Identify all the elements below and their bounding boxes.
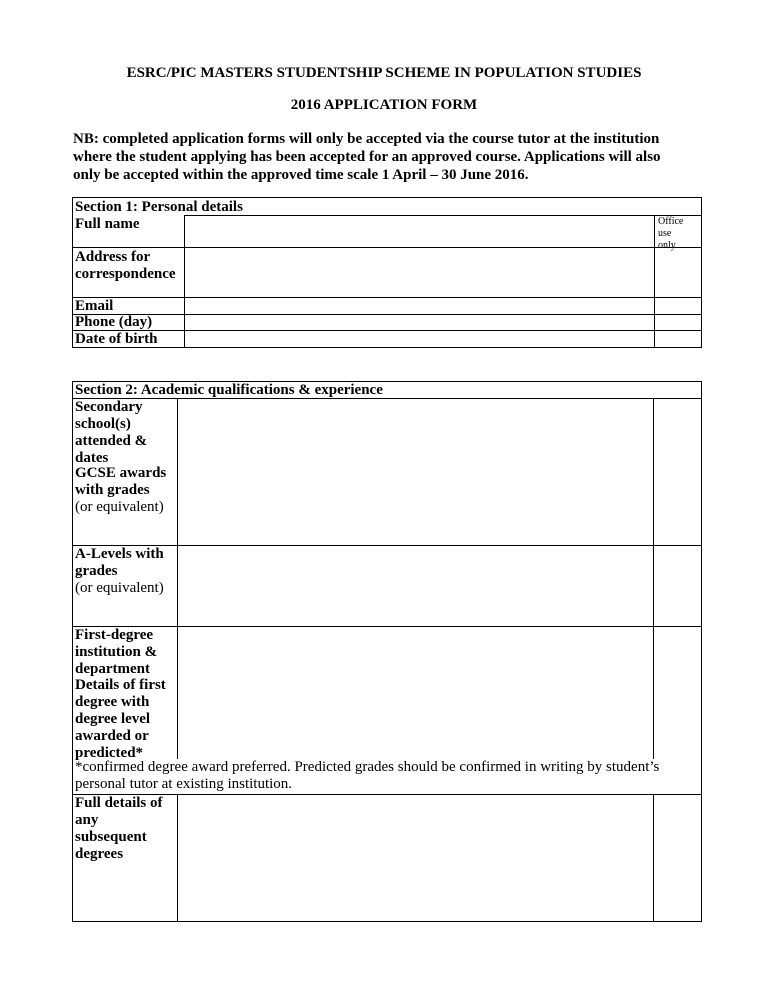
- alevels-label: A-Levels with grades (or equivalent): [75, 546, 164, 596]
- form-title: ESRC/PIC MASTERS STUDENTSHIP SCHEME IN POPULATION STUDIES: [126, 65, 642, 81]
- address-field[interactable]: [185, 248, 653, 296]
- section1-heading: Section 1: Personal details: [75, 199, 243, 215]
- degree-details-label: Details of first degree with degree level awarded or predicted*: [75, 677, 166, 761]
- first-degree-field[interactable]: [178, 627, 652, 677]
- phone-label: Phone (day): [75, 314, 153, 330]
- phone-field[interactable]: [185, 315, 653, 329]
- subsequent-degrees-label: Full details of any subsequent degrees: [75, 795, 163, 862]
- gcse-field[interactable]: [178, 465, 652, 544]
- col-divider: [653, 794, 654, 922]
- full-name-field[interactable]: [185, 216, 653, 246]
- secondary-school-label: Secondary school(s) attended & dates: [75, 399, 148, 466]
- gcse-label: GCSE awards with grades (or equivalent): [75, 465, 167, 515]
- email-label: Email: [75, 298, 114, 314]
- degree-details-field[interactable]: [178, 678, 652, 758]
- nb-notice: [73, 130, 713, 184]
- subsequent-degrees-field[interactable]: [178, 795, 652, 921]
- form-subtitle: 2016 APPLICATION FORM: [290, 97, 478, 113]
- footnote: *confirmed degree award preferred. Predicted grades should be confirmed in writing by student’s personal tutor at existing institution.: [75, 759, 660, 792]
- col-divider: [654, 215, 655, 348]
- email-field[interactable]: [185, 298, 653, 313]
- secondary-school-field[interactable]: [178, 399, 652, 464]
- col-divider: [653, 398, 654, 759]
- first-degree-label: First-degree institution & department: [75, 627, 158, 677]
- nb-line: NB: completed application forms will only be accepted via the course tutor at the institution: [73, 131, 660, 147]
- dob-field[interactable]: [185, 331, 653, 347]
- nb-line: where the student applying has been accepted for an approved course. Applications will also: [73, 149, 661, 165]
- office-use-label: Office use only: [658, 216, 684, 251]
- alevels-field[interactable]: [178, 546, 652, 625]
- section2-heading: Section 2: Academic qualifications & experience: [75, 382, 383, 398]
- dob-label: Date of birth: [75, 331, 158, 347]
- full-name-label: Full name: [75, 216, 140, 232]
- nb-line: only be accepted within the approved time scale 1 April – 30 June 2016.: [73, 167, 529, 183]
- address-label: Address for correspondence: [75, 249, 176, 282]
